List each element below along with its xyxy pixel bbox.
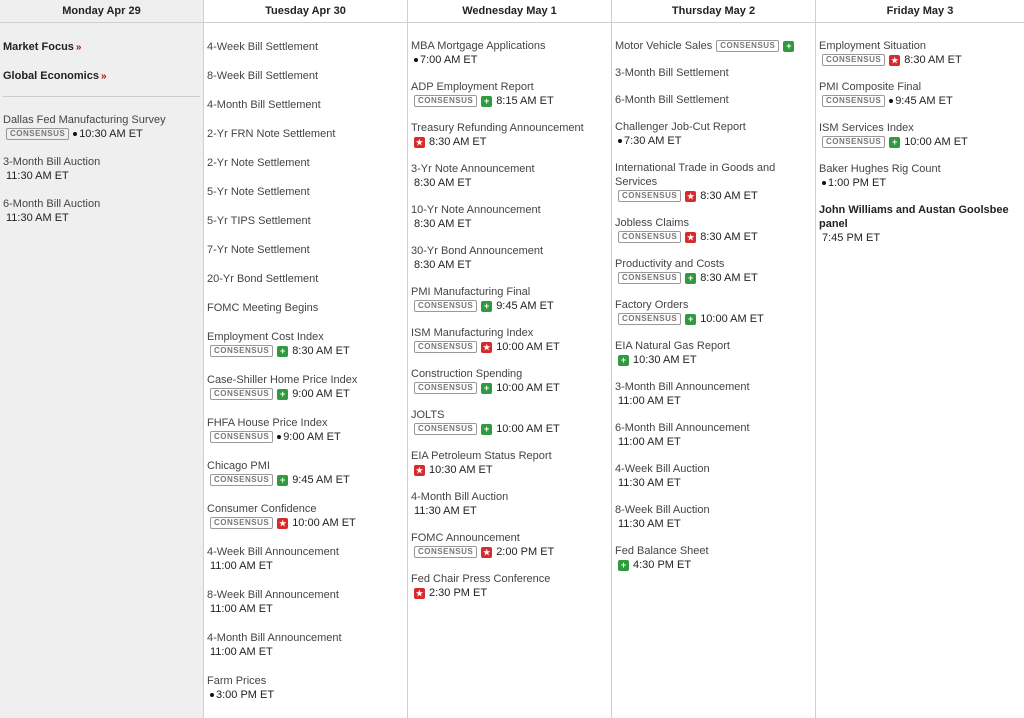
calendar-event — [615, 298, 815, 326]
event-detail-row — [615, 476, 815, 490]
event-time: 10:00 AM ET — [700, 313, 764, 325]
plus-square-icon: + — [481, 301, 492, 312]
plus-square-icon: + — [481, 383, 492, 394]
event-detail-row — [3, 127, 203, 141]
event-detail-row — [615, 134, 815, 148]
event-time: 3:00 PM ET — [216, 689, 275, 701]
event-detail-row — [411, 463, 611, 477]
consensus-badge[interactable]: CONSENSUS — [716, 40, 779, 52]
event-time: 7:45 PM ET — [822, 232, 881, 244]
event-time: 8:30 AM ET — [700, 272, 758, 284]
event-detail-row — [615, 517, 815, 531]
event-name-link[interactable]: John Williams and Austan Goolsbee panel — [819, 204, 1009, 230]
event-name-link[interactable]: 30-Yr Bond Announcement — [411, 245, 544, 257]
event-time: 10:00 AM ET — [496, 382, 560, 394]
event-name-link[interactable]: ISM Services Index — [819, 122, 914, 134]
calendar-event — [411, 80, 611, 108]
event-name-link[interactable]: MBA Mortgage Applications — [411, 40, 546, 52]
calendar-event — [3, 113, 203, 141]
event-time: 11:30 AM ET — [618, 477, 681, 489]
calendar-event — [411, 285, 611, 313]
calendar-event — [615, 503, 815, 531]
calendar-event — [615, 257, 815, 285]
star-square-icon: ★ — [687, 232, 695, 242]
event-time: 9:00 AM ET — [283, 431, 341, 443]
event-name-link[interactable]: 4-Week Bill Settlement — [207, 41, 319, 53]
event-name-link[interactable]: 4-Month Bill Announcement — [207, 632, 342, 644]
event-name-link[interactable]: Challenger Job-Cut Report — [615, 121, 746, 133]
event-detail-row — [411, 340, 611, 354]
event-name-link[interactable]: 10-Yr Note Announcement — [411, 204, 541, 216]
event-name-link[interactable]: Employment Situation — [819, 40, 926, 52]
event-detail-row — [411, 422, 611, 436]
event-detail-row — [411, 545, 611, 559]
bullet-icon — [414, 58, 418, 62]
event-time: 9:45 AM ET — [496, 300, 554, 312]
calendar-event — [207, 588, 407, 616]
plus-square-icon: + — [618, 560, 629, 571]
calendar-event — [615, 339, 815, 367]
calendar-event — [207, 330, 407, 358]
calendar-event — [207, 459, 407, 487]
star-square-icon: ★ — [687, 191, 695, 201]
event-time: 9:45 AM ET — [895, 95, 953, 107]
event-time: 2:00 PM ET — [496, 546, 555, 558]
event-time: 11:00 AM ET — [210, 560, 273, 572]
day-header: Thursday May 2 — [612, 0, 815, 23]
bullet-icon — [277, 435, 281, 439]
plus-square-icon: + — [889, 137, 900, 148]
calendar-event — [615, 66, 815, 80]
event-detail-row — [207, 473, 407, 487]
calendar-event — [411, 203, 611, 231]
consensus-badge[interactable]: CONSENSUS — [414, 341, 477, 353]
day-column-wednesday — [408, 0, 612, 718]
event-name-link[interactable]: ADP Employment Report — [411, 81, 534, 93]
event-detail-row — [207, 645, 407, 659]
event-detail-row — [207, 559, 407, 573]
event-name-link[interactable]: 4-Month Bill Auction — [411, 491, 509, 503]
event-name-link[interactable]: Farm Prices — [207, 675, 267, 687]
calendar-event — [207, 185, 407, 199]
star-square-icon: ★ — [483, 342, 491, 352]
consensus-badge[interactable]: CONSENSUS — [822, 136, 885, 148]
event-detail-row — [411, 586, 611, 600]
event-row — [615, 39, 815, 53]
event-detail-row — [615, 558, 815, 572]
event-detail-row — [615, 353, 815, 367]
day-header: Friday May 3 — [816, 0, 1024, 23]
consensus-badge[interactable]: CONSENSUS — [618, 313, 681, 325]
event-time: 10:00 AM ET — [496, 341, 560, 353]
calendar-event — [615, 380, 815, 408]
event-detail-row — [207, 344, 407, 358]
event-name-link[interactable]: International Trade in Goods and Services — [615, 162, 776, 188]
event-detail-row — [411, 258, 611, 272]
event-name-link[interactable]: Chicago PMI — [207, 460, 270, 472]
event-name-link[interactable]: 5-Yr Note Settlement — [207, 186, 310, 198]
event-detail-row — [819, 176, 1024, 190]
event-time: 11:30 AM ET — [414, 505, 477, 517]
bullet-icon — [73, 132, 77, 136]
event-name-link[interactable]: 5-Yr TIPS Settlement — [207, 215, 311, 227]
event-name-link[interactable]: 20-Yr Bond Settlement — [207, 273, 319, 285]
event-name-link[interactable]: FOMC Announcement — [411, 532, 520, 544]
event-name-link[interactable]: Jobless Claims — [615, 217, 689, 229]
event-detail-row — [207, 430, 407, 444]
event-time: 10:30 AM ET — [429, 464, 493, 476]
consensus-badge[interactable]: CONSENSUS — [414, 95, 477, 107]
market-focus-link[interactable]: Market Focus » — [3, 41, 82, 53]
event-name-link[interactable]: 7-Yr Note Settlement — [207, 244, 310, 256]
event-name-link[interactable]: PMI Manufacturing Final — [411, 286, 531, 298]
calendar-event — [207, 156, 407, 170]
event-name-link[interactable]: Treasury Refunding Announcement — [411, 122, 584, 134]
consensus-badge[interactable]: CONSENSUS — [618, 272, 681, 284]
calendar-event — [207, 272, 407, 286]
calendar-event — [411, 39, 611, 67]
event-time: 9:00 AM ET — [292, 388, 350, 400]
event-time: 10:30 AM ET — [633, 354, 697, 366]
event-detail-row — [411, 381, 611, 395]
calendar-event — [615, 161, 815, 203]
event-time: 11:00 AM ET — [210, 646, 273, 658]
calendar-event — [3, 197, 203, 225]
event-name-link[interactable]: EIA Natural Gas Report — [615, 340, 730, 352]
calendar-event — [411, 121, 611, 149]
consensus-badge[interactable]: CONSENSUS — [210, 388, 273, 400]
double-chevron-icon: » — [75, 42, 82, 53]
consensus-badge[interactable]: CONSENSUS — [414, 382, 477, 394]
event-detail-row — [411, 135, 611, 149]
star-square-icon: ★ — [415, 465, 424, 475]
calendar-event — [411, 490, 611, 518]
consensus-badge[interactable]: CONSENSUS — [822, 95, 885, 107]
event-detail-row — [411, 217, 611, 231]
event-time: 11:30 AM ET — [6, 212, 69, 224]
consensus-badge[interactable]: CONSENSUS — [210, 431, 273, 443]
calendar-event — [819, 39, 1024, 67]
bullet-icon — [889, 99, 893, 103]
event-name-link[interactable]: PMI Composite Final — [819, 81, 922, 93]
calendar-event — [819, 162, 1024, 190]
event-name-link[interactable]: Baker Hughes Rig Count — [819, 163, 941, 175]
calendar-event — [411, 572, 611, 600]
event-name-link[interactable]: 6-Month Bill Settlement — [615, 94, 729, 106]
day-column-tuesday — [204, 0, 408, 718]
consensus-badge[interactable]: CONSENSUS — [618, 190, 681, 202]
calendar-event — [207, 243, 407, 257]
calendar-event — [411, 531, 611, 559]
event-time: 11:30 AM ET — [6, 170, 69, 182]
consensus-badge[interactable]: CONSENSUS — [414, 546, 477, 558]
calendar-event — [207, 127, 407, 141]
event-detail-row — [615, 230, 815, 244]
event-name-link[interactable]: 6-Month Bill Announcement — [615, 422, 750, 434]
calendar-event — [207, 416, 407, 444]
calendar-event — [207, 69, 407, 83]
day-column-thursday — [612, 0, 816, 718]
event-detail-row — [615, 394, 815, 408]
consensus-badge[interactable]: CONSENSUS — [822, 54, 885, 66]
day-column-friday — [816, 0, 1024, 718]
bullet-icon — [618, 139, 622, 143]
event-name-link[interactable]: 3-Month Bill Announcement — [615, 381, 750, 393]
event-name-link[interactable]: EIA Petroleum Status Report — [411, 450, 552, 462]
event-time: 7:00 AM ET — [420, 54, 478, 66]
plus-square-icon: + — [481, 96, 492, 107]
event-name-link[interactable]: Fed Chair Press Conference — [411, 573, 551, 585]
event-time: 8:30 AM ET — [414, 259, 472, 271]
star-square-icon: ★ — [891, 55, 899, 65]
calendar-event — [411, 326, 611, 354]
event-time: 7:30 AM ET — [624, 135, 682, 147]
event-time: 10:00 AM ET — [496, 423, 560, 435]
consensus-badge[interactable]: CONSENSUS — [6, 128, 69, 140]
calendar-event — [3, 155, 203, 183]
event-detail-row — [615, 435, 815, 449]
event-time: 10:00 AM ET — [904, 136, 968, 148]
event-name-link[interactable]: Employment Cost Index — [207, 331, 324, 343]
plus-square-icon: + — [685, 273, 696, 284]
event-detail-row — [411, 504, 611, 518]
consensus-badge[interactable]: CONSENSUS — [210, 474, 273, 486]
event-name-link[interactable]: FHFA House Price Index — [207, 417, 328, 429]
event-time: 8:30 AM ET — [429, 136, 487, 148]
calendar-event — [615, 544, 815, 572]
event-name-link[interactable]: Fed Balance Sheet — [615, 545, 709, 557]
event-detail-row — [3, 169, 203, 183]
event-detail-row — [819, 135, 1024, 149]
event-name-link[interactable]: 8-Week Bill Auction — [615, 504, 710, 516]
calendar-event — [411, 367, 611, 395]
event-detail-row — [207, 516, 407, 530]
calendar-event — [615, 93, 815, 107]
event-detail-row — [207, 602, 407, 616]
star-square-icon: ★ — [279, 518, 287, 528]
event-detail-row — [411, 299, 611, 313]
event-detail-row — [615, 312, 815, 326]
plus-square-icon: + — [277, 475, 288, 486]
calendar-event — [615, 421, 815, 449]
plus-square-icon: + — [618, 355, 629, 366]
calendar-event — [207, 98, 407, 112]
event-name-link[interactable]: Consumer Confidence — [207, 503, 317, 515]
event-detail-row — [819, 231, 1024, 245]
consensus-badge[interactable]: CONSENSUS — [210, 517, 273, 529]
calendar-event — [207, 545, 407, 573]
event-detail-row — [819, 94, 1024, 108]
event-name-link[interactable]: 8-Week Bill Announcement — [207, 589, 339, 601]
plus-square-icon: + — [481, 424, 492, 435]
event-time: 8:30 AM ET — [700, 231, 758, 243]
event-time: 8:30 AM ET — [414, 177, 472, 189]
calendar-event — [819, 80, 1024, 108]
bullet-icon — [822, 181, 826, 185]
event-time: 8:30 AM ET — [292, 345, 350, 357]
event-time: 11:00 AM ET — [210, 603, 273, 615]
event-name-link[interactable]: Case-Shiller Home Price Index — [207, 374, 358, 386]
day-column-monday — [0, 0, 204, 718]
event-name-link[interactable]: JOLTS — [411, 409, 445, 421]
calendar-event — [207, 373, 407, 401]
event-time: 8:30 AM ET — [700, 190, 758, 202]
event-name-link[interactable]: Productivity and Costs — [615, 258, 725, 270]
event-name-link[interactable]: Motor Vehicle Sales — [615, 40, 713, 52]
calendar-event — [207, 631, 407, 659]
calendar-event — [207, 214, 407, 228]
consensus-badge[interactable]: CONSENSUS — [414, 423, 477, 435]
event-name-link[interactable]: 4-Week Bill Auction — [615, 463, 710, 475]
event-name-link[interactable]: 4-Week Bill Announcement — [207, 546, 339, 558]
event-name-link[interactable]: FOMC Meeting Begins — [207, 302, 319, 314]
day-header: Tuesday Apr 30 — [204, 0, 407, 23]
event-detail-row — [411, 176, 611, 190]
event-time: 4:30 PM ET — [633, 559, 692, 571]
consensus-badge[interactable]: CONSENSUS — [414, 300, 477, 312]
event-name-link[interactable]: 3-Month Bill Settlement — [615, 67, 729, 79]
event-name-link[interactable]: ISM Manufacturing Index — [411, 327, 534, 339]
event-name-link[interactable]: 2-Yr FRN Note Settlement — [207, 128, 336, 140]
calendar-event — [819, 121, 1024, 149]
star-square-icon: ★ — [415, 137, 424, 147]
event-detail-row — [411, 53, 611, 67]
day-header: Wednesday May 1 — [408, 0, 611, 23]
event-name-link[interactable]: 3-Month Bill Auction — [3, 156, 101, 168]
calendar-event — [615, 39, 815, 53]
plus-square-icon: + — [783, 41, 794, 52]
event-name-link[interactable]: Construction Spending — [411, 368, 523, 380]
calendar-event — [207, 40, 407, 54]
calendar-event — [411, 162, 611, 190]
event-time: 10:30 AM ET — [79, 128, 143, 140]
event-detail-row — [207, 387, 407, 401]
plus-square-icon: + — [277, 389, 288, 400]
event-time: 11:00 AM ET — [618, 395, 681, 407]
event-name-link[interactable]: 8-Week Bill Settlement — [207, 70, 319, 82]
event-detail-row — [207, 688, 407, 702]
global-economics-link[interactable]: Global Economics » — [3, 70, 107, 82]
calendar-event — [411, 449, 611, 477]
divider — [3, 96, 200, 97]
consensus-badge[interactable]: CONSENSUS — [618, 231, 681, 243]
event-name-link[interactable]: Dallas Fed Manufacturing Survey — [3, 114, 166, 126]
event-time: 8:30 AM ET — [414, 218, 472, 230]
calendar-event — [207, 502, 407, 530]
event-name-link[interactable]: Factory Orders — [615, 299, 689, 311]
calendar-event — [615, 120, 815, 148]
event-name-link[interactable]: 2-Yr Note Settlement — [207, 157, 310, 169]
calendar-event — [615, 462, 815, 490]
calendar-event — [819, 203, 1024, 245]
event-time: 10:00 AM ET — [292, 517, 356, 529]
event-detail-row — [615, 189, 815, 203]
day-header: Monday Apr 29 — [0, 0, 203, 23]
calendar-event — [207, 301, 407, 315]
calendar-event — [411, 408, 611, 436]
event-detail-row — [3, 211, 203, 225]
star-square-icon: ★ — [483, 547, 491, 557]
event-detail-row — [615, 271, 815, 285]
event-time: 8:30 AM ET — [904, 54, 962, 66]
calendar-event — [615, 216, 815, 244]
event-time: 11:30 AM ET — [618, 518, 681, 530]
double-chevron-icon: » — [100, 71, 107, 82]
consensus-badge[interactable]: CONSENSUS — [210, 345, 273, 357]
event-time: 2:30 PM ET — [429, 587, 488, 599]
event-time: 9:45 AM ET — [292, 474, 350, 486]
event-time: 11:00 AM ET — [618, 436, 681, 448]
plus-square-icon: + — [685, 314, 696, 325]
plus-square-icon: + — [277, 346, 288, 357]
event-name-link[interactable]: 3-Yr Note Announcement — [411, 163, 535, 175]
star-square-icon: ★ — [415, 588, 424, 598]
event-time: 1:00 PM ET — [828, 177, 887, 189]
event-name-link[interactable]: 6-Month Bill Auction — [3, 198, 101, 210]
event-time: 8:15 AM ET — [496, 95, 554, 107]
event-detail-row — [411, 94, 611, 108]
calendar-event — [207, 674, 407, 702]
calendar-event — [411, 244, 611, 272]
event-detail-row — [819, 53, 1024, 67]
event-name-link[interactable]: 4-Month Bill Settlement — [207, 99, 321, 111]
bullet-icon — [210, 693, 214, 697]
